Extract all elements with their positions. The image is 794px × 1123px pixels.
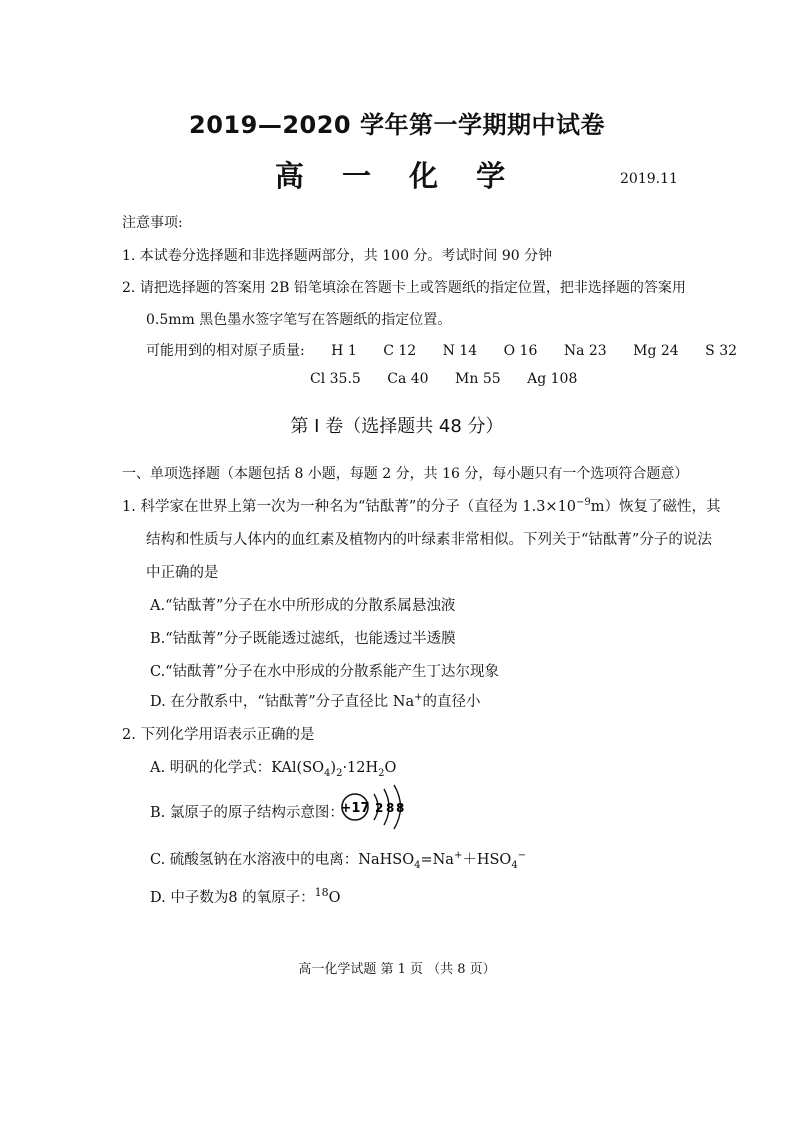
q1-stem-line-1: 1. 科学家在世界上第一次为一种名为“钴酞菁”的分子（直径为 $1.3\times 10^{-9}m$）恢复了磁性，其 xyxy=(122,497,721,515)
atomic-masses-label: 可能用到的相对原子质量: xyxy=(146,343,305,359)
shell-electron-count: 8 xyxy=(386,801,395,815)
exam-title: 2019—2020 学年第一学期期中试卷 xyxy=(189,111,605,139)
atomic-mass: Mg 24 xyxy=(633,343,679,359)
note-item-1: 1. 本试卷分选择题和非选择题两部分，共 100 分。考试时间 90 分钟 xyxy=(122,248,553,264)
q2-option-c: C. 硫酸氢钠在水溶液中的电离：$NaHSO_4=Na^++HSO_4^-$ xyxy=(150,850,527,871)
page-footer: 高一化学试题 第 1 页 （共 8 页） xyxy=(298,962,496,977)
atomic-mass: N 14 xyxy=(442,343,478,359)
section-title: 第 I 卷（选择题共 48 分） xyxy=(290,416,504,437)
atomic-mass: Ca 40 xyxy=(387,371,429,387)
exam-date: 2019.11 xyxy=(620,171,678,187)
q2-option-b: B. 氯原子的原子结构示意图： xyxy=(150,805,344,821)
atomic-mass: O 16 xyxy=(503,343,538,359)
q2-option-d: D. 中子数为8 的氧原子：$^{18}$O xyxy=(150,886,341,906)
atomic-mass: Cl 35.5 xyxy=(310,371,361,387)
chlorine-atom-diagram xyxy=(338,776,418,836)
shell-electron-count: 8 xyxy=(396,801,405,815)
q1-stem-line-2: 结构和性质与人体内的血红素及植物内的叶绿素非常相似。下列关于“钴酞菁”分子的说法 xyxy=(146,532,712,548)
q1-option-a: A.“钴酞菁”分子在水中所形成的分散系属悬浊液 xyxy=(150,598,456,614)
q1-option-c: C.“钴酞菁”分子在水中形成的分散系能产生丁达尔现象 xyxy=(150,664,500,680)
atomic-masses-row-2 xyxy=(310,371,599,387)
atomic-mass: C 12 xyxy=(383,343,417,359)
nucleus-charge: +17 xyxy=(340,801,370,816)
atomic-mass: Na 23 xyxy=(563,343,607,359)
q1-option-d: D. 在分散系中，“钴酞菁”分子直径比 Na+的直径小 xyxy=(150,692,481,710)
q1-stem-line-3: 中正确的是 xyxy=(146,565,219,581)
atomic-mass: Mn 55 xyxy=(455,371,501,387)
atomic-mass: Ag 108 xyxy=(527,371,578,387)
q2-stem: 2. 下列化学用语表示正确的是 xyxy=(122,727,315,743)
q2-option-a: A. 明矾的化学式：$KAl(SO_4)_2\cdot 12H_2O$ xyxy=(150,760,397,779)
note-item-2-line-2: 0.5mm 黑色墨水签字笔写在答题纸的指定位置。 xyxy=(146,312,452,328)
atomic-mass: S 32 xyxy=(705,343,738,359)
atomic-mass: H 1 xyxy=(331,343,357,359)
notes-heading: 注意事项: xyxy=(122,215,183,231)
subject-title: 高 一 化 学 xyxy=(274,159,520,193)
shell-electron-count: 2 xyxy=(375,801,384,815)
note-item-2-line-1: 2. 请把选择题的答案用 2B 铅笔填涂在答题卡上或答题纸的指定位置，把非选择题的答案用 xyxy=(122,280,686,296)
q1-option-b: B.“钴酞菁”分子既能透过滤纸，也能透过半透膜 xyxy=(150,631,456,647)
part-1-heading: 一、单项选择题（本题包括 8 小题，每题 2 分，共 16 分，每小题只有一个选项符合题意） xyxy=(122,466,689,482)
atomic-masses-row-1 xyxy=(146,340,759,360)
